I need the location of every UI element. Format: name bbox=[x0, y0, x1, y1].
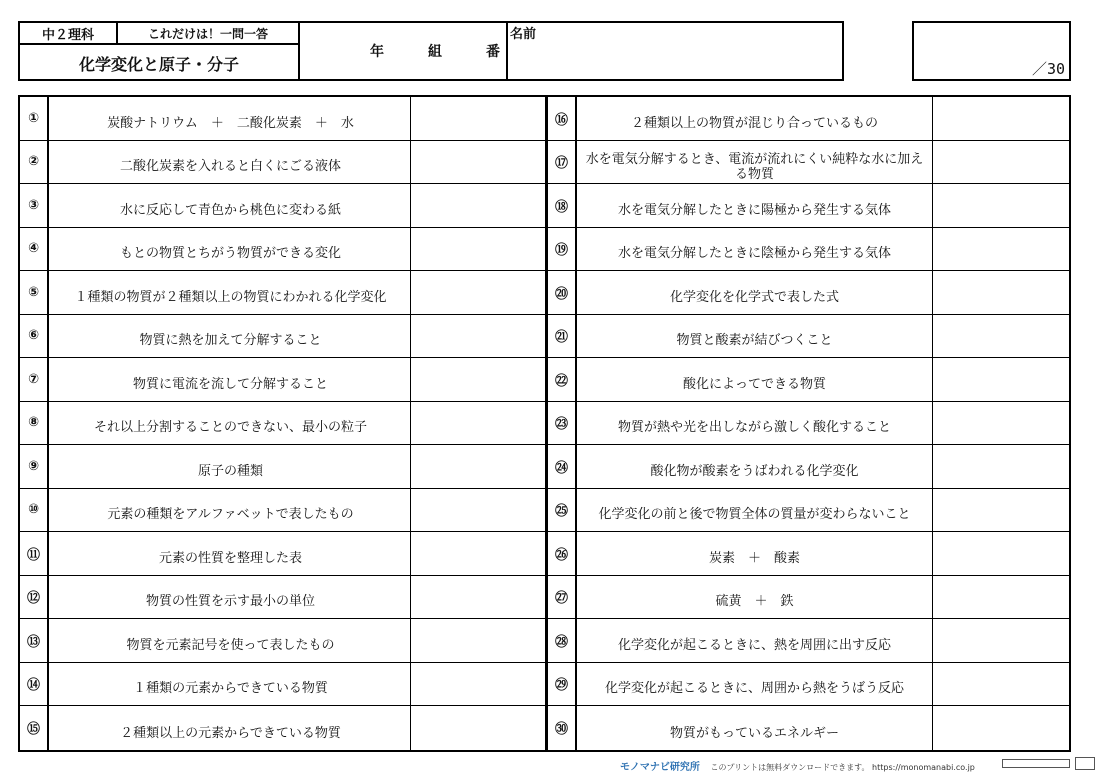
question-text: １種類の物質が２種類以上の物質にわかれる化学変化 bbox=[74, 289, 387, 305]
answer-box[interactable] bbox=[410, 619, 545, 662]
question-row bbox=[548, 706, 1069, 750]
question-number: ⑭ bbox=[20, 663, 49, 706]
question-text: 水を電気分解するとき、電流が流れにくい純粋な水に加える物質 bbox=[585, 151, 924, 182]
question-number: ⑤ bbox=[20, 271, 49, 314]
question-row bbox=[20, 402, 545, 446]
question-text: ２種類以上の元素からできている物質 bbox=[120, 725, 341, 741]
answer-box[interactable] bbox=[932, 576, 1069, 619]
question-row bbox=[548, 489, 1069, 533]
question-number: ⑪ bbox=[20, 532, 49, 575]
question-number: ① bbox=[20, 97, 49, 140]
answer-box[interactable] bbox=[410, 576, 545, 619]
answer-box[interactable] bbox=[932, 706, 1069, 750]
question-number: ⑨ bbox=[20, 445, 49, 488]
question-row bbox=[548, 445, 1069, 489]
question-number: ㉓ bbox=[548, 402, 577, 445]
question-number: ㉚ bbox=[548, 706, 577, 750]
answer-box[interactable] bbox=[410, 706, 545, 750]
question-number: ㉙ bbox=[548, 663, 577, 706]
question-row bbox=[548, 228, 1069, 272]
question-text: 化学変化を化学式で表した式 bbox=[669, 289, 839, 305]
answer-box[interactable] bbox=[932, 141, 1069, 184]
question-text: 水に反応して青色から桃色に変わる紙 bbox=[119, 202, 341, 218]
question-text: 硫黄 ＋ 鉄 bbox=[715, 594, 794, 610]
question-text: 原子の種類 bbox=[197, 463, 263, 479]
question-text: 化学変化の前と後で物質全体の質量が変わらないこと bbox=[598, 507, 911, 523]
question-row bbox=[20, 445, 545, 489]
brand-logo: モノマナビ研究所 bbox=[620, 762, 700, 773]
question-text: 化学変化が起こるときに、周囲から熱をうばう反応 bbox=[604, 681, 904, 697]
question-row bbox=[20, 271, 545, 315]
question-text: １種類の元素からできている物質 bbox=[133, 681, 328, 697]
answer-box[interactable] bbox=[410, 445, 545, 488]
question-number: ⑧ bbox=[20, 402, 49, 445]
answer-box[interactable] bbox=[410, 228, 545, 271]
question-row bbox=[548, 532, 1069, 576]
question-number: ⑥ bbox=[20, 315, 49, 358]
question-number: ⑱ bbox=[548, 184, 577, 227]
answer-box[interactable] bbox=[410, 97, 545, 140]
question-row bbox=[548, 97, 1069, 141]
question-text: 物質が熱や光を出しながら激しく酸化すること bbox=[617, 420, 891, 436]
name-box[interactable] bbox=[506, 21, 844, 81]
footer-badge bbox=[1002, 759, 1070, 768]
question-row bbox=[20, 706, 545, 750]
question-row bbox=[20, 619, 545, 663]
question-number: ③ bbox=[20, 184, 49, 227]
question-row bbox=[20, 228, 545, 272]
question-number: ④ bbox=[20, 228, 49, 271]
question-text: それ以上分割することのできない、最小の粒子 bbox=[93, 420, 367, 436]
number-label: 番 bbox=[486, 44, 500, 60]
question-row bbox=[548, 184, 1069, 228]
answer-box[interactable] bbox=[932, 228, 1069, 271]
answer-box[interactable] bbox=[410, 184, 545, 227]
question-row bbox=[20, 141, 545, 185]
answer-box[interactable] bbox=[410, 532, 545, 575]
answer-box[interactable] bbox=[410, 663, 545, 706]
question-number: ⑫ bbox=[20, 576, 49, 619]
question-row bbox=[20, 358, 545, 402]
answer-box[interactable] bbox=[932, 315, 1069, 358]
subtitle-label: これだけは！一問一答 bbox=[147, 26, 268, 41]
answer-box[interactable] bbox=[932, 489, 1069, 532]
page-title: 化学変化と原子・分子 bbox=[78, 54, 239, 74]
name-label: 名前 bbox=[510, 27, 537, 42]
question-row bbox=[548, 619, 1069, 663]
question-row bbox=[20, 576, 545, 620]
question-row bbox=[548, 271, 1069, 315]
footer bbox=[620, 758, 975, 773]
answer-box[interactable] bbox=[932, 402, 1069, 445]
question-number: ㉔ bbox=[548, 445, 577, 488]
answer-box[interactable] bbox=[932, 358, 1069, 401]
answer-box[interactable] bbox=[932, 663, 1069, 706]
footer-note: このプリントは無料ダウンロードできます。 https://monomanabi.co.jp bbox=[710, 763, 975, 772]
question-row bbox=[20, 315, 545, 359]
question-row bbox=[548, 141, 1069, 185]
question-text: 炭素 ＋ 酸素 bbox=[708, 550, 800, 566]
answer-box[interactable] bbox=[932, 445, 1069, 488]
score-box[interactable] bbox=[912, 21, 1071, 81]
question-number: ⑲ bbox=[548, 228, 577, 271]
answer-box[interactable] bbox=[932, 271, 1069, 314]
score-total: ／30 bbox=[1031, 60, 1065, 78]
question-row bbox=[548, 576, 1069, 620]
question-text: 物質の性質を示す最小の単位 bbox=[145, 594, 315, 610]
question-number: ⑩ bbox=[20, 489, 49, 532]
question-text: 元素の種類をアルファベットで表したもの bbox=[107, 507, 354, 523]
question-text: 元素の性質を整理した表 bbox=[158, 550, 302, 566]
grade-label: 中２理科 bbox=[20, 23, 118, 43]
question-text: ２種類以上の物質が混じり合っているもの bbox=[630, 115, 878, 131]
question-row bbox=[20, 97, 545, 141]
left-question-column bbox=[20, 97, 545, 750]
header-info-box bbox=[18, 21, 300, 81]
answer-box[interactable] bbox=[932, 97, 1069, 140]
question-text: 物質を元素記号を使って表したもの bbox=[126, 637, 335, 653]
question-number: ⑦ bbox=[20, 358, 49, 401]
question-number: ㉗ bbox=[548, 576, 577, 619]
answer-box[interactable] bbox=[932, 619, 1069, 662]
question-text: 酸化物が酸素をうばわれる化学変化 bbox=[650, 463, 859, 479]
header-top-row bbox=[20, 23, 298, 45]
question-row bbox=[20, 489, 545, 533]
question-row bbox=[20, 532, 545, 576]
class-box[interactable] bbox=[298, 21, 508, 81]
answer-box[interactable] bbox=[932, 184, 1069, 227]
answer-box[interactable] bbox=[410, 402, 545, 445]
question-row bbox=[20, 184, 545, 228]
year-label: 年 bbox=[370, 44, 384, 60]
answer-box[interactable] bbox=[410, 358, 545, 401]
question-text: 水を電気分解したときに陽極から発生する気体 bbox=[617, 202, 891, 218]
question-text: 化学変化が起こるときに、熱を周囲に出す反応 bbox=[617, 637, 891, 653]
question-text: 物質に熱を加えて分解すること bbox=[139, 333, 322, 349]
question-number: ⑰ bbox=[548, 141, 577, 184]
question-number: ㉒ bbox=[548, 358, 577, 401]
question-number: ⑯ bbox=[548, 97, 577, 140]
question-text: 炭酸ナトリウム ＋ 二酸化炭素 ＋ 水 bbox=[107, 115, 354, 131]
question-number: ⑮ bbox=[20, 706, 49, 750]
question-text: 物質に電流を流して分解すること bbox=[132, 376, 328, 392]
question-number: ㉖ bbox=[548, 532, 577, 575]
question-text: 水を電気分解したときに陰極から発生する気体 bbox=[617, 246, 891, 262]
question-row bbox=[548, 402, 1069, 446]
question-text: 物質と酸素が結びつくこと bbox=[676, 333, 833, 349]
question-row bbox=[20, 663, 545, 707]
question-number: ㉕ bbox=[548, 489, 577, 532]
right-question-column bbox=[548, 97, 1069, 750]
class-label: 組 bbox=[428, 44, 442, 60]
question-row bbox=[548, 358, 1069, 402]
answer-box[interactable] bbox=[410, 489, 545, 532]
question-number: ㉑ bbox=[548, 315, 577, 358]
question-table bbox=[18, 95, 1071, 752]
question-number: ⑬ bbox=[20, 619, 49, 662]
question-row bbox=[548, 315, 1069, 359]
question-number: ② bbox=[20, 141, 49, 184]
answer-box[interactable] bbox=[932, 532, 1069, 575]
question-text: 物質がもっているエネルギー bbox=[669, 725, 839, 741]
answer-box[interactable] bbox=[410, 271, 545, 314]
question-text: 二酸化炭素を入れると白くにごる液体 bbox=[119, 159, 341, 175]
answer-box[interactable] bbox=[410, 315, 545, 358]
question-text: もとの物質とちがう物質ができる変化 bbox=[119, 246, 341, 262]
question-row bbox=[548, 663, 1069, 707]
question-number: ㉘ bbox=[548, 619, 577, 662]
qr-icon bbox=[1075, 757, 1095, 770]
question-text: 酸化によってできる物質 bbox=[682, 376, 826, 392]
question-number: ⑳ bbox=[548, 271, 577, 314]
answer-box[interactable] bbox=[410, 141, 545, 184]
